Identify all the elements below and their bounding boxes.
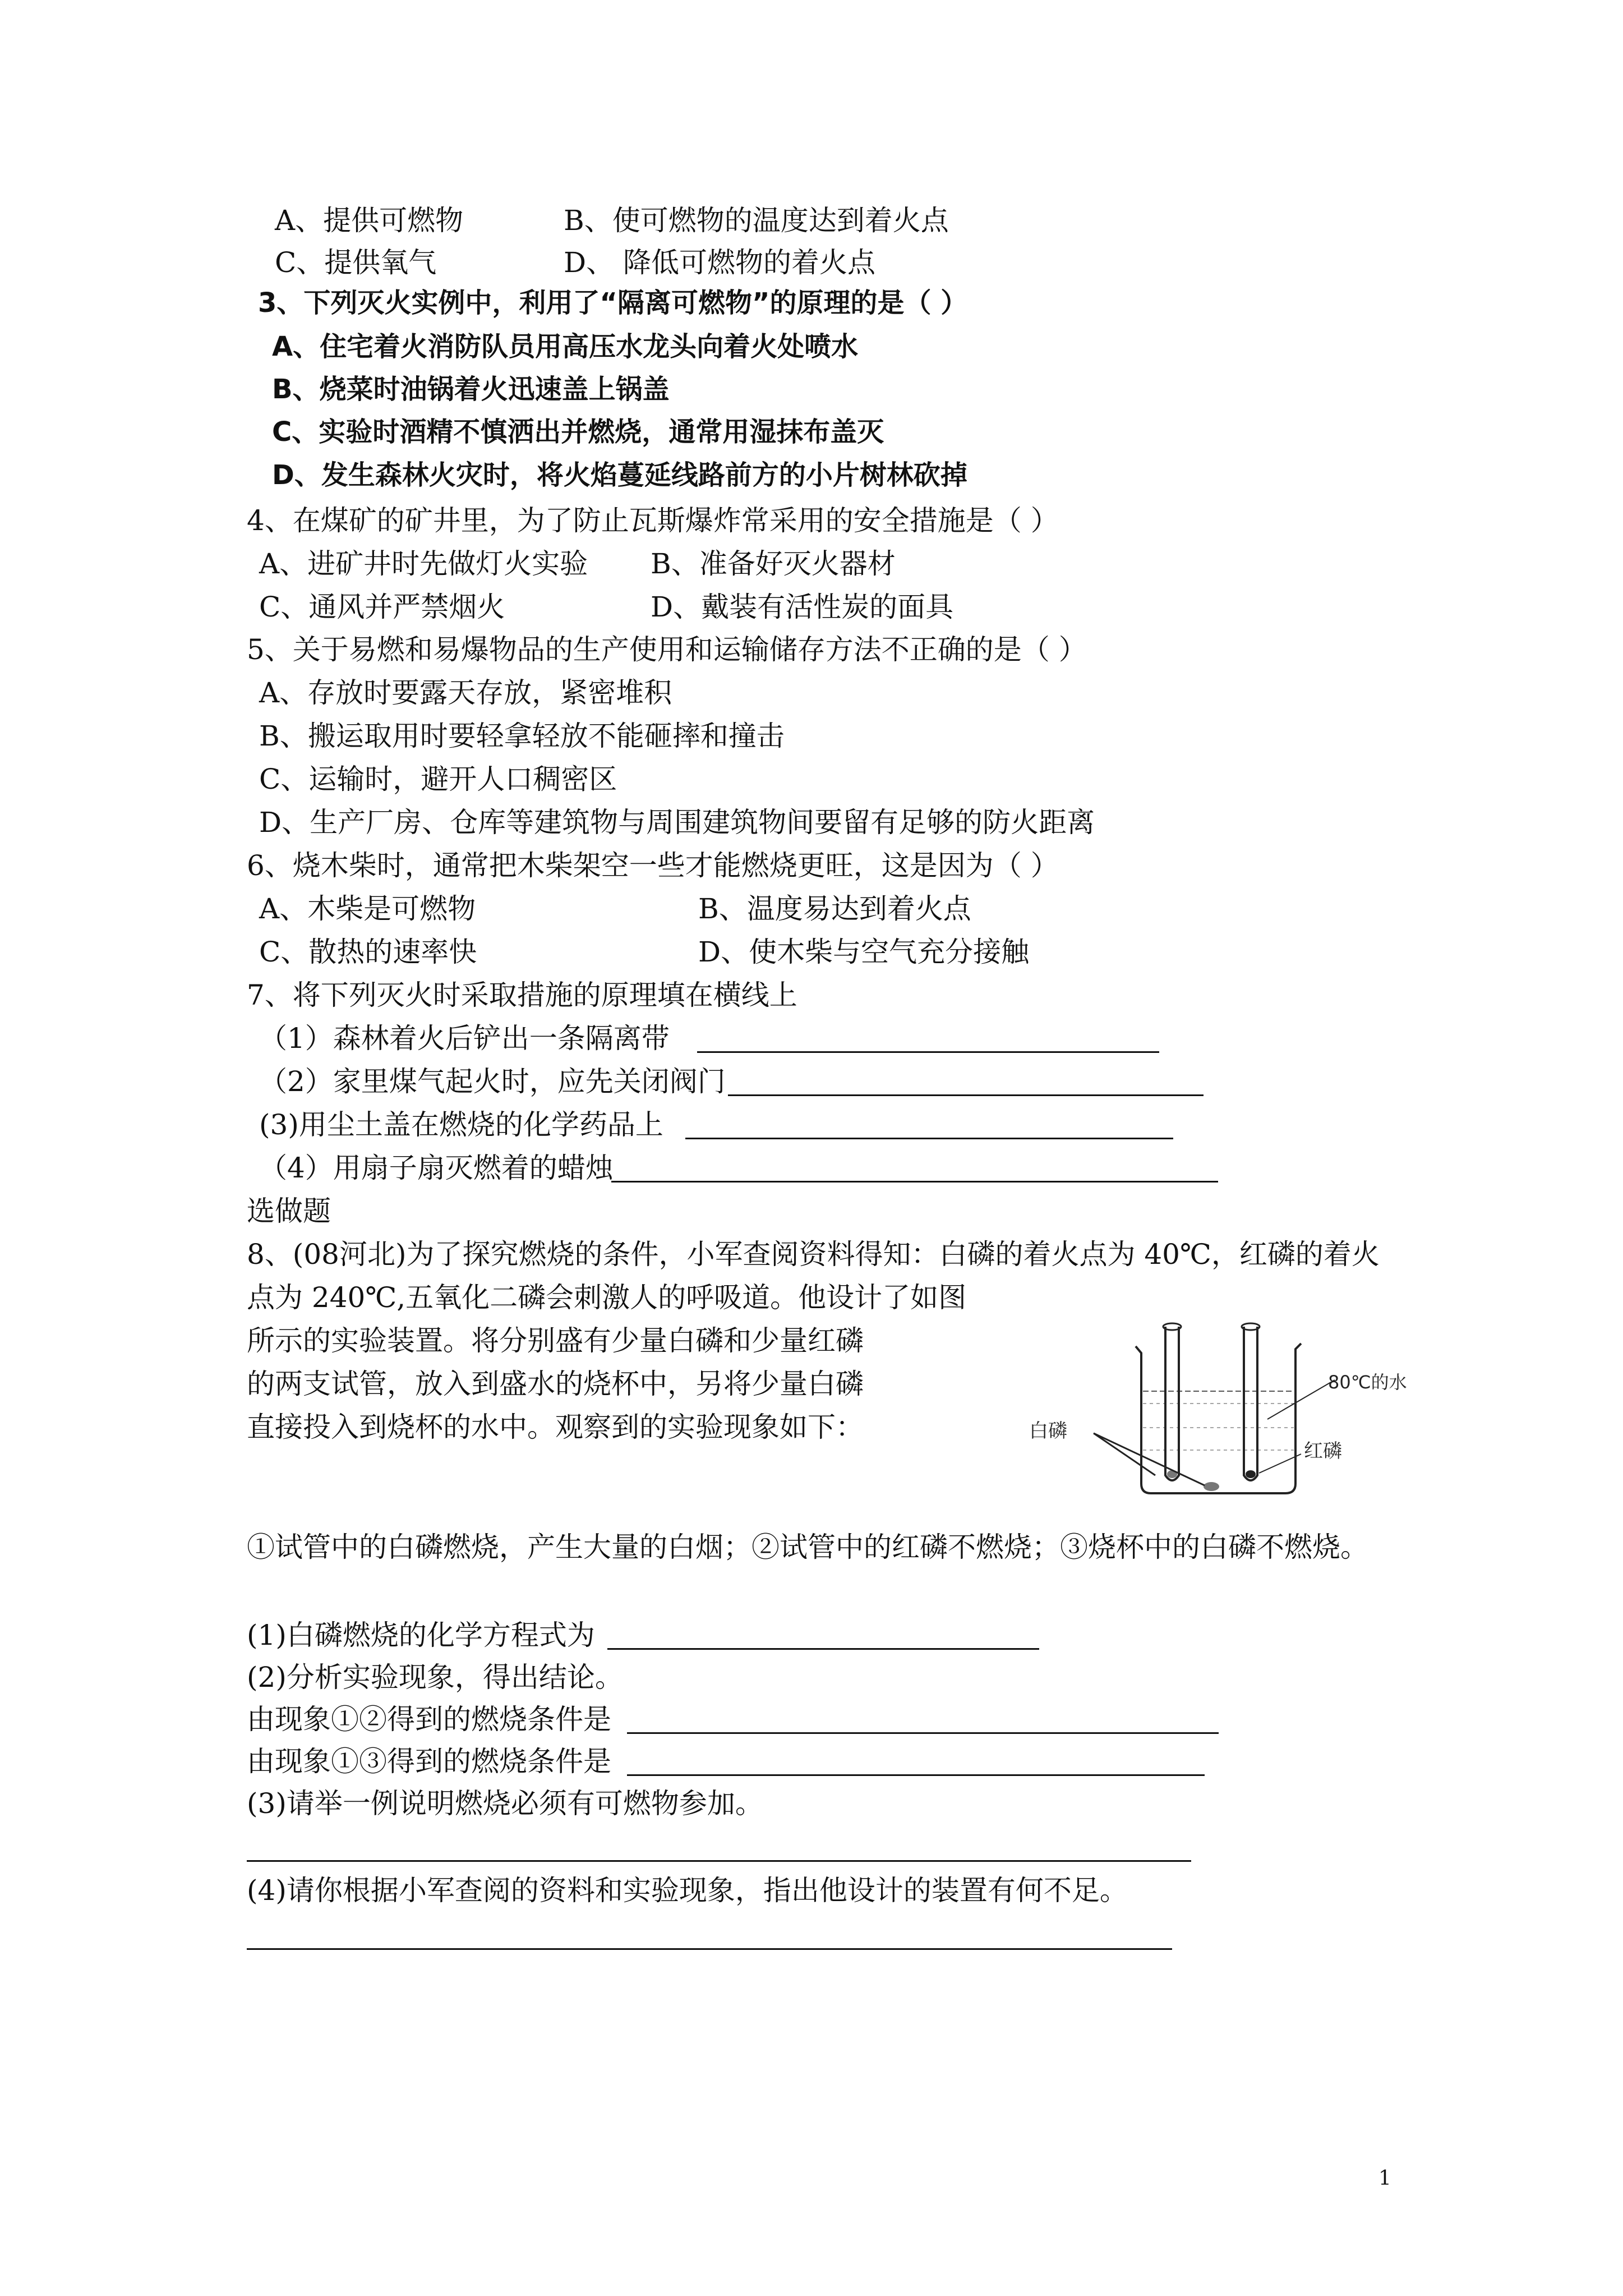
q8-sub2a-answer-line[interactable] <box>627 1732 1219 1734</box>
beaker-outline <box>1136 1343 1301 1493</box>
q6-option-d: D、使木柴与空气充分接触 <box>698 936 1030 968</box>
q5-option-c: C、运输时，避开人口稠密区 <box>259 763 617 795</box>
q7-answer-line-3[interactable] <box>685 1138 1173 1139</box>
q8-sub2b-answer-line[interactable] <box>627 1774 1205 1776</box>
q8-line-5: 直接投入到烧杯的水中。观察到的实验现象如下： <box>247 1411 864 1443</box>
red-phosphorus <box>1246 1470 1256 1478</box>
q8-sub2a: 由现象①②得到的燃烧条件是 <box>247 1703 611 1736</box>
q7-item-2: （2）家里煤气起火时，应先关闭阀门 <box>259 1065 726 1098</box>
q6-stem: 6、烧木柴时，通常把木柴架空一些才能燃烧更旺，这是因为（ ） <box>247 849 1059 882</box>
q5-option-d: D、生产厂房、仓库等建筑物与周围建筑物间要留有足够的防火距离 <box>259 806 1095 839</box>
q7-answer-line-4[interactable] <box>611 1181 1218 1182</box>
q6-option-b: B、温度易达到着火点 <box>698 892 971 925</box>
q3-option-b: B、烧菜时油锅着火迅速盖上锅盖 <box>272 374 670 405</box>
page-number: 1 <box>1378 2167 1391 2190</box>
q2-option-a: A、提供可燃物 <box>275 204 464 237</box>
q8-line-1: 8、(08河北)为了探究燃烧的条件，小军查阅资料得知：白磷的着火点为 40℃，红磷的着火 <box>247 1238 1380 1271</box>
q6-option-a: A、木柴是可燃物 <box>259 892 476 925</box>
q8-line-4: 的两支试管，放入到盛水的烧杯中，另将少量白磷 <box>247 1368 864 1400</box>
q8-sub2b: 由现象①③得到的燃烧条件是 <box>247 1745 611 1778</box>
q7-answer-line-2[interactable] <box>728 1094 1204 1096</box>
q8-sub1: (1)白磷燃烧的化学方程式为 <box>247 1619 595 1651</box>
q3-stem: 3、下列灭火实例中，利用了“隔离可燃物”的原理的是（ ） <box>258 287 968 319</box>
q3-option-d: D、发生森林火灾时，将火焰蔓延线路前方的小片树林砍掉 <box>272 459 967 491</box>
q8-line-2: 点为 240℃,五氧化二磷会刺激人的呼吸道。他设计了如图 <box>247 1281 967 1314</box>
q5-stem: 5、关于易燃和易爆物品的生产使用和运输储存方法不正确的是（ ） <box>247 633 1087 666</box>
q4-stem: 4、在煤矿的矿井里，为了防止瓦斯爆炸常采用的安全措施是（ ） <box>247 504 1059 537</box>
q8-sub1-answer-line[interactable] <box>607 1648 1039 1650</box>
q4-option-a: A、进矿井时先做灯火实验 <box>259 547 588 580</box>
q7-answer-line-1[interactable] <box>697 1051 1159 1053</box>
q8-sub3: (3)请举一例说明燃烧必须有可燃物参加。 <box>247 1787 763 1820</box>
q3-option-c: C、实验时酒精不慎洒出并燃烧，通常用湿抹布盖灭 <box>272 416 884 448</box>
q8-observation: ①试管中的白磷燃烧，产生大量的白烟；②试管中的红磷不燃烧；③烧杯中的白磷不燃烧。 <box>247 1531 1368 1563</box>
q7-item-3: (3)用尘土盖在燃烧的化学药品上 <box>259 1108 663 1141</box>
q5-option-b: B、搬运取用时要轻拿轻放不能砸摔和撞击 <box>259 720 785 752</box>
q4-option-b: B、准备好灭火器材 <box>651 547 896 580</box>
q5-option-a: A、存放时要露天存放，紧密堆积 <box>259 677 672 709</box>
q2-option-b: B、使可燃物的温度达到着火点 <box>564 204 949 237</box>
label-red-phosphorus: 红磷 <box>1304 1440 1342 1462</box>
experiment-apparatus-figure <box>1021 1307 1413 1509</box>
q7-item-1: （1）森林着火后铲出一条隔离带 <box>259 1022 670 1055</box>
section-optional-heading: 选做题 <box>247 1195 331 1227</box>
q4-option-d: D、戴装有活性炭的面具 <box>651 591 954 623</box>
q6-option-c: C、散热的速率快 <box>259 936 477 968</box>
q8-sub3-answer-line[interactable] <box>247 1860 1191 1862</box>
label-80c-water: 80℃的水 <box>1328 1372 1407 1393</box>
label-white-phosphorus: 白磷 <box>1029 1420 1067 1442</box>
q7-stem: 7、将下列灭火时采取措施的原理填在横线上 <box>247 979 797 1011</box>
q2-option-d: D、 降低可燃物的着火点 <box>564 246 875 279</box>
q7-item-4: （4）用扇子扇灭燃着的蜡烛 <box>259 1152 614 1184</box>
q4-option-c: C、通风并严禁烟火 <box>259 591 505 623</box>
q8-sub2: (2)分析实验现象，得出结论。 <box>247 1661 623 1694</box>
q8-sub4: (4)请你根据小军查阅的资料和实验现象，指出他设计的装置有何不足。 <box>247 1874 1128 1907</box>
white-phosphorus-in-beaker <box>1204 1482 1219 1491</box>
q8-line-3: 所示的实验装置。将分别盛有少量白磷和少量红磷 <box>247 1324 864 1357</box>
q8-sub4-answer-line[interactable] <box>247 1948 1172 1950</box>
q2-option-c: C、提供氧气 <box>275 246 437 279</box>
q3-option-a: A、住宅着火消防队员用高压水龙头向着火处喷水 <box>272 331 859 362</box>
